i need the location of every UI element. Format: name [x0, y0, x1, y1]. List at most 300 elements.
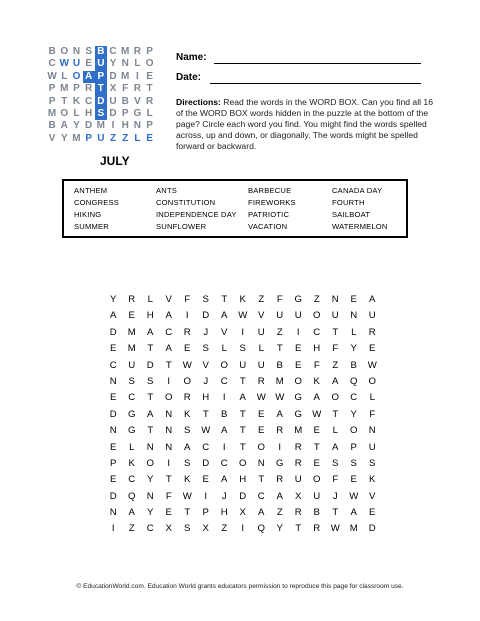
puzzle-letter[interactable]: R — [294, 507, 302, 519]
puzzle-letter[interactable]: U — [368, 441, 376, 453]
logo-letter: P — [73, 83, 80, 95]
puzzle-letter[interactable]: E — [295, 359, 302, 371]
logo-letter: D — [85, 120, 93, 132]
puzzle-letter[interactable]: B — [313, 507, 320, 519]
puzzle-letter[interactable]: N — [350, 310, 358, 322]
puzzle-letter[interactable]: I — [111, 523, 115, 535]
logo-letter: E — [146, 70, 153, 82]
puzzle-letter[interactable]: G — [294, 294, 302, 305]
logo-letter: U — [95, 58, 107, 70]
puzzle-letter[interactable]: S — [128, 375, 135, 387]
puzzle-letter[interactable]: T — [147, 392, 154, 404]
puzzle-letter[interactable]: A — [239, 392, 246, 404]
logo-letter: L — [134, 58, 141, 70]
puzzle-letter[interactable]: R — [183, 326, 191, 338]
puzzle-letter[interactable]: G — [128, 425, 136, 437]
logo-letter: U — [97, 132, 105, 144]
puzzle-letter[interactable]: W — [330, 523, 340, 535]
puzzle-letter[interactable]: R — [313, 523, 321, 535]
puzzle-letter[interactable]: R — [257, 375, 265, 387]
puzzle-letter[interactable]: W — [182, 359, 192, 371]
copyright-footer: © EducationWorld.com. Education World grants educators permission to reproduce this page for classroom use. — [76, 583, 404, 590]
word-box-item: HIKING — [74, 210, 102, 219]
puzzle-letter[interactable]: P — [202, 507, 209, 519]
logo-letter: Z — [109, 132, 117, 144]
puzzle-letter[interactable]: H — [202, 392, 210, 404]
puzzle-letter[interactable]: M — [275, 375, 284, 387]
puzzle-letter[interactable]: H — [239, 474, 247, 486]
logo-letter: S — [85, 46, 92, 57]
puzzle-letter[interactable]: K — [239, 294, 246, 305]
logo-letter: B — [48, 120, 56, 132]
puzzle-letter[interactable]: A — [332, 441, 339, 453]
puzzle-letter[interactable]: G — [294, 392, 302, 404]
puzzle-letter[interactable]: T — [184, 507, 191, 519]
puzzle-letter[interactable]: H — [220, 507, 228, 519]
puzzle-letter[interactable]: Q — [350, 375, 358, 387]
puzzle-letter[interactable]: G — [276, 457, 284, 469]
puzzle-letter[interactable]: C — [220, 375, 228, 387]
puzzle-letter[interactable]: S — [184, 457, 191, 469]
puzzle-letter[interactable]: H — [146, 310, 154, 322]
puzzle-letter[interactable]: N — [146, 490, 154, 502]
puzzle-letter[interactable]: T — [221, 294, 228, 305]
puzzle-letter[interactable]: T — [239, 425, 246, 437]
puzzle-letter[interactable]: U — [294, 474, 302, 486]
puzzle-letter[interactable]: O — [313, 474, 321, 486]
puzzle-letter[interactable]: K — [313, 375, 320, 387]
logo-letter: Y — [109, 58, 117, 70]
puzzle-letter[interactable]: I — [167, 457, 171, 469]
puzzle-letter[interactable]: R — [294, 441, 302, 453]
puzzle-letter[interactable]: I — [241, 523, 245, 535]
puzzle-letter[interactable]: L — [147, 294, 153, 305]
puzzle-letter[interactable]: D — [368, 523, 376, 535]
puzzle-letter[interactable]: T — [239, 408, 246, 420]
logo-letter: M — [72, 132, 81, 144]
puzzle-letter[interactable]: A — [165, 343, 172, 355]
puzzle-letter[interactable]: E — [165, 507, 172, 519]
puzzle-letter[interactable]: I — [204, 490, 208, 502]
word-box-item: CONGRESS — [74, 198, 120, 207]
logo-letter: T — [146, 83, 153, 95]
word-box-item: CANADA DAY — [332, 186, 383, 195]
puzzle-letter[interactable]: E — [369, 507, 376, 519]
puzzle-letter[interactable]: L — [129, 441, 135, 453]
puzzle-letter[interactable]: W — [256, 392, 266, 404]
logo-letter: D — [95, 96, 107, 108]
puzzle-letter[interactable]: V — [369, 490, 376, 502]
logo-letter: R — [85, 83, 93, 95]
logo-letter: V — [48, 132, 56, 144]
logo-letter: E — [146, 132, 153, 144]
puzzle-letter[interactable]: F — [313, 359, 320, 371]
logo-letter: G — [133, 107, 142, 119]
logo-letter: V — [134, 95, 141, 107]
logo-letter: M — [60, 83, 69, 95]
puzzle-letter[interactable]: Z — [276, 326, 283, 338]
word-box-item: WATERMELON — [332, 222, 388, 231]
logo-letter: P — [85, 132, 92, 144]
puzzle-letter[interactable]: Z — [313, 294, 320, 305]
puzzle-letter[interactable]: D — [109, 490, 117, 502]
puzzle-letter[interactable]: T — [202, 408, 209, 420]
logo-letter: R — [145, 95, 154, 107]
puzzle-letter[interactable]: A — [276, 490, 283, 502]
puzzle-letter[interactable]: R — [128, 294, 136, 305]
logo-letter: P — [121, 107, 129, 119]
puzzle-letter[interactable]: F — [332, 343, 339, 355]
puzzle-letter[interactable]: Z — [276, 507, 283, 519]
puzzle-letter[interactable]: N — [331, 294, 339, 305]
puzzle-letter[interactable]: A — [221, 310, 228, 322]
puzzle-letter[interactable]: U — [128, 359, 136, 371]
puzzle-letter[interactable]: E — [110, 441, 117, 453]
puzzle-letter[interactable]: D — [146, 359, 154, 371]
puzzle-letter[interactable]: F — [165, 490, 172, 502]
puzzle-letter[interactable]: T — [147, 425, 154, 437]
puzzle-letter[interactable]: C — [128, 474, 136, 486]
puzzle-letter[interactable]: O — [294, 375, 302, 387]
name-field-line[interactable] — [214, 63, 421, 64]
puzzle-letter[interactable]: N — [368, 425, 376, 437]
word-box — [62, 179, 408, 238]
puzzle-letter[interactable]: T — [239, 375, 246, 387]
logo-letter: M — [47, 107, 57, 119]
puzzle-letter[interactable]: W — [367, 359, 377, 371]
puzzle-letter[interactable]: O — [331, 392, 339, 404]
puzzle-letter[interactable]: B — [350, 359, 357, 371]
logo-letter: P — [48, 83, 56, 95]
puzzle-letter[interactable]: O — [313, 310, 321, 322]
puzzle-letter[interactable]: D — [239, 490, 247, 502]
puzzle-letter[interactable]: A — [313, 392, 320, 404]
puzzle-letter[interactable]: A — [221, 425, 228, 437]
logo-letter: N — [133, 120, 142, 132]
puzzle-letter[interactable]: J — [221, 490, 227, 502]
puzzle-letter[interactable]: E — [313, 425, 320, 437]
puzzle-letter[interactable]: O — [183, 375, 191, 387]
puzzle-letter[interactable]: L — [258, 343, 264, 355]
puzzle-letter[interactable]: A — [369, 294, 376, 305]
puzzle-letter[interactable]: R — [276, 474, 284, 486]
puzzle-letter[interactable]: D — [202, 310, 210, 322]
puzzle-letter[interactable]: R — [276, 425, 284, 437]
puzzle-letter[interactable]: C — [165, 326, 173, 338]
puzzle-letter[interactable]: T — [332, 326, 339, 338]
puzzle-letter[interactable]: I — [241, 326, 245, 338]
logo-letter: L — [73, 107, 80, 119]
puzzle-letter[interactable]: W — [349, 490, 359, 502]
logo-letter: T — [95, 83, 107, 95]
puzzle-letter[interactable]: S — [350, 457, 357, 469]
puzzle-letter[interactable]: E — [110, 474, 117, 486]
puzzle-letter[interactable]: E — [258, 425, 265, 437]
puzzle-letter[interactable]: I — [296, 326, 300, 338]
puzzle-letter[interactable]: U — [239, 359, 247, 371]
puzzle-letter[interactable]: Z — [332, 359, 339, 371]
puzzle-letter[interactable]: V — [165, 294, 172, 305]
puzzle-letter[interactable]: J — [203, 326, 209, 338]
puzzle-letter[interactable]: W — [182, 490, 192, 502]
logo-letter: L — [134, 132, 141, 144]
puzzle-letter[interactable]: M — [349, 523, 358, 535]
puzzle-letter[interactable]: W — [238, 310, 248, 322]
puzzle-letter[interactable]: A — [147, 326, 154, 338]
puzzle-letter[interactable]: C — [202, 441, 210, 453]
puzzle-letter[interactable]: Y — [110, 294, 117, 305]
puzzle-letter[interactable]: A — [165, 310, 172, 322]
date-label: Date: — [176, 72, 202, 83]
puzzle-letter[interactable]: L — [221, 343, 227, 355]
puzzle-letter[interactable]: C — [313, 326, 321, 338]
logo-letter: P — [146, 46, 153, 57]
puzzle-letter[interactable]: N — [257, 457, 265, 469]
logo-letter: O — [60, 46, 69, 57]
word-box-item: ANTS — [156, 186, 178, 195]
puzzle-letter[interactable]: E — [128, 310, 135, 322]
puzzle-letter[interactable]: R — [294, 457, 302, 469]
logo-letter: W — [59, 58, 69, 70]
puzzle-letter[interactable]: I — [222, 441, 226, 453]
puzzle-letter[interactable]: E — [110, 343, 117, 355]
puzzle-letter[interactable]: K — [184, 474, 191, 486]
puzzle-letter[interactable]: L — [351, 326, 357, 338]
puzzle-letter[interactable]: N — [146, 441, 154, 453]
puzzle-letter[interactable]: S — [239, 343, 246, 355]
puzzle-letter[interactable]: A — [184, 441, 191, 453]
puzzle-letter[interactable]: I — [222, 392, 226, 404]
puzzle-letter[interactable]: N — [165, 408, 173, 420]
puzzle-letter[interactable]: F — [332, 474, 339, 486]
puzzle-letter[interactable]: W — [312, 408, 322, 420]
puzzle-letter[interactable]: T — [332, 507, 339, 519]
logo-letter: A — [60, 120, 68, 132]
puzzle-letter[interactable]: M — [294, 425, 303, 437]
puzzle-letter[interactable]: O — [350, 425, 358, 437]
puzzle-letter[interactable]: A — [276, 408, 283, 420]
puzzle-letter[interactable]: C — [220, 457, 228, 469]
logo-letter: H — [85, 107, 93, 119]
logo-letter: C — [48, 58, 56, 70]
puzzle-letter[interactable]: F — [184, 294, 191, 305]
puzzle-letter[interactable]: T — [147, 343, 154, 355]
puzzle-letter[interactable]: S — [202, 294, 209, 305]
puzzle-letter[interactable]: E — [110, 392, 117, 404]
puzzle-letter[interactable]: U — [257, 326, 265, 338]
puzzle-letter[interactable]: M — [127, 343, 136, 355]
puzzle-letter[interactable]: O — [146, 457, 154, 469]
puzzle-letter[interactable]: S — [332, 457, 339, 469]
puzzle-letter[interactable]: O — [368, 375, 376, 387]
puzzle-letter[interactable]: K — [128, 457, 135, 469]
puzzle-letter[interactable]: G — [294, 408, 302, 420]
puzzle-letter[interactable]: E — [202, 474, 209, 486]
logo-letter: F — [122, 83, 129, 95]
word-box-item: SAILBOAT — [332, 210, 371, 219]
puzzle-letter[interactable]: U — [257, 359, 265, 371]
puzzle-letter[interactable]: U — [294, 310, 302, 322]
puzzle-letter[interactable]: Z — [221, 523, 228, 535]
puzzle-letter[interactable]: T — [313, 441, 320, 453]
puzzle-letter[interactable]: A — [147, 408, 154, 420]
page-title: JULY — [100, 154, 130, 168]
puzzle-letter[interactable]: E — [350, 294, 357, 305]
puzzle-letter[interactable]: A — [332, 375, 339, 387]
puzzle-letter[interactable]: Q — [257, 523, 265, 535]
puzzle-letter[interactable]: J — [332, 490, 338, 502]
puzzle-letter[interactable]: N — [109, 425, 117, 437]
word-box-item: CONSTITUTION — [156, 198, 216, 207]
puzzle-letter[interactable]: D — [202, 457, 210, 469]
puzzle-letter[interactable]: U — [331, 310, 339, 322]
puzzle-letter[interactable]: O — [239, 457, 247, 469]
puzzle-letter[interactable]: E — [313, 457, 320, 469]
puzzle-letter[interactable]: R — [368, 326, 376, 338]
logo-letter: U — [72, 58, 81, 70]
puzzle-letter[interactable]: N — [109, 507, 117, 519]
logo-letter: D — [109, 70, 117, 82]
puzzle-letter[interactable]: Y — [350, 408, 357, 420]
logo-letter: H — [121, 120, 129, 132]
puzzle-letter[interactable]: C — [350, 392, 358, 404]
logo-letter: D — [109, 107, 117, 119]
puzzle-letter[interactable]: E — [258, 408, 265, 420]
word-box-item: INDEPENDENCE DAY — [156, 210, 237, 219]
logo-letter: Y — [60, 132, 68, 144]
puzzle-letter[interactable]: Y — [147, 507, 154, 519]
puzzle-letter[interactable]: T — [258, 474, 265, 486]
word-box-item: VACATION — [248, 222, 288, 231]
puzzle-letter[interactable]: A — [258, 507, 265, 519]
puzzle-letter[interactable]: I — [185, 310, 189, 322]
logo-letter: T — [61, 95, 68, 107]
puzzle-letter[interactable]: U — [276, 310, 284, 322]
logo-letter: E — [85, 58, 92, 70]
puzzle-letter[interactable]: W — [201, 425, 211, 437]
puzzle-letter[interactable]: T — [276, 343, 283, 355]
puzzle-letter[interactable]: A — [221, 474, 228, 486]
puzzle-letter[interactable]: P — [110, 457, 117, 469]
logo-letter: P — [146, 120, 153, 132]
logo-letter: I — [136, 70, 139, 82]
puzzle-letter[interactable]: F — [369, 408, 376, 420]
puzzle-letter[interactable]: T — [332, 408, 339, 420]
puzzle-letter[interactable]: W — [275, 392, 285, 404]
puzzle-letter[interactable]: K — [369, 474, 376, 486]
puzzle-letter[interactable]: X — [239, 507, 246, 519]
puzzle-letter[interactable]: C — [146, 523, 154, 535]
logo-letter: O — [72, 70, 81, 82]
puzzle-letter[interactable]: O — [165, 392, 173, 404]
puzzle-letter[interactable]: Z — [258, 294, 265, 305]
puzzle-letter[interactable]: N — [165, 425, 173, 437]
logo-letter: B — [95, 46, 107, 58]
puzzle-letter[interactable]: E — [295, 343, 302, 355]
puzzle-letter[interactable]: R — [183, 392, 191, 404]
puzzle-letter[interactable]: T — [165, 474, 172, 486]
logo-letter: P — [95, 71, 107, 83]
puzzle-letter[interactable]: J — [203, 375, 209, 387]
logo-letter: R — [133, 83, 142, 95]
puzzle-letter[interactable]: P — [350, 441, 357, 453]
puzzle-letter[interactable]: X — [165, 523, 172, 535]
puzzle-letter[interactable]: L — [369, 392, 375, 404]
puzzle-letter[interactable]: S — [369, 457, 376, 469]
logo-letter: M — [121, 70, 130, 82]
word-box-item: FIREWORKS — [248, 198, 296, 207]
word-search-puzzle — [104, 292, 380, 542]
puzzle-letter[interactable]: V — [258, 310, 265, 322]
puzzle-letter[interactable]: I — [167, 375, 171, 387]
word-box-item: SUNFLOWER — [156, 222, 207, 231]
puzzle-letter[interactable]: N — [165, 441, 173, 453]
puzzle-letter[interactable]: C — [257, 490, 265, 502]
puzzle-letter[interactable]: U — [313, 490, 321, 502]
puzzle-letter[interactable]: E — [184, 343, 191, 355]
puzzle-letter[interactable]: I — [278, 441, 282, 453]
puzzle-letter[interactable]: Y — [350, 343, 357, 355]
puzzle-letter[interactable]: T — [165, 359, 172, 371]
puzzle-letter[interactable]: E — [369, 343, 376, 355]
puzzle-letter[interactable]: O — [257, 441, 265, 453]
logo-letter: P — [48, 95, 56, 107]
puzzle-letter[interactable]: F — [276, 294, 283, 305]
puzzle-letter[interactable]: V — [202, 359, 209, 371]
puzzle-letter[interactable]: L — [332, 425, 338, 437]
puzzle-letter[interactable]: T — [239, 441, 246, 453]
puzzle-letter[interactable]: Y — [147, 474, 154, 486]
puzzle-letter[interactable]: H — [313, 343, 321, 355]
puzzle-letter[interactable]: A — [128, 507, 135, 519]
puzzle-letter[interactable]: C — [109, 359, 117, 371]
puzzle-letter[interactable]: Z — [128, 523, 135, 535]
puzzle-letter[interactable]: B — [276, 359, 283, 371]
puzzle-letter[interactable]: X — [295, 490, 302, 502]
puzzle-letter[interactable]: S — [147, 375, 154, 387]
puzzle-letter[interactable]: O — [220, 359, 228, 371]
puzzle-letter[interactable]: S — [184, 425, 191, 437]
puzzle-letter[interactable]: S — [202, 343, 209, 355]
puzzle-letter[interactable]: V — [221, 326, 228, 338]
puzzle-letter[interactable]: U — [368, 310, 376, 322]
directions-label: Directions: — [176, 97, 221, 107]
puzzle-letter[interactable]: X — [202, 523, 209, 535]
puzzle-letter[interactable]: N — [109, 375, 117, 387]
puzzle-letter[interactable]: G — [128, 408, 136, 420]
puzzle-letter[interactable]: B — [221, 408, 228, 420]
puzzle-letter[interactable]: T — [295, 523, 302, 535]
puzzle-letter[interactable]: A — [350, 507, 357, 519]
puzzle-letter[interactable]: Y — [276, 523, 283, 535]
puzzle-letter[interactable]: D — [109, 408, 117, 420]
logo-letter: X — [109, 83, 117, 95]
logo-letter: B — [48, 46, 56, 57]
word-box-item: PATRIOTIC — [248, 210, 290, 219]
puzzle-letter[interactable]: Q — [128, 490, 136, 502]
puzzle-letter[interactable]: C — [128, 392, 136, 404]
puzzle-letter[interactable]: M — [127, 326, 136, 338]
puzzle-letter[interactable]: D — [109, 326, 117, 338]
date-field-line[interactable] — [210, 83, 421, 84]
logo-letter: K — [72, 95, 81, 107]
puzzle-letter[interactable]: A — [110, 310, 117, 322]
logo-letter: O — [145, 58, 154, 70]
word-box-item: ANTHEM — [74, 186, 108, 195]
puzzle-letter[interactable]: S — [184, 523, 191, 535]
puzzle-letter[interactable]: K — [184, 408, 191, 420]
puzzle-letter[interactable]: E — [350, 474, 357, 486]
